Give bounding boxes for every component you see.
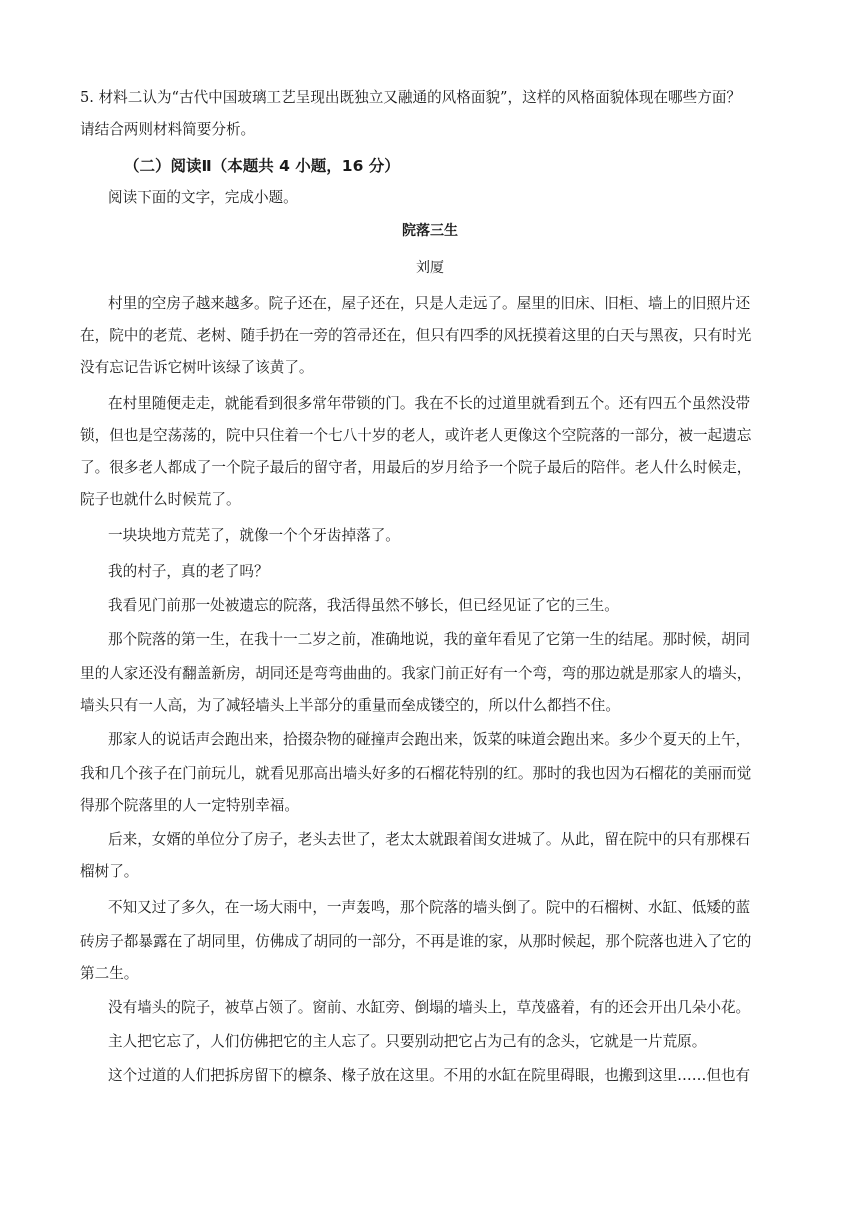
article-line: 得那个院落里的人一定特别幸福。 xyxy=(80,797,299,814)
article-line: 在，院中的老荒、老树、随手扔在一旁的笤帚还在，但只有四季的风抚摸着这里的白天与黑夜，只有时光 xyxy=(80,327,752,344)
article-line: 我的村子，真的老了吗？ xyxy=(108,563,269,580)
article-line: 没有墙头的院子，被草占领了。窗前、水缸旁、倒塌的墙头上，草茂盛着，有的还会开出几朵小花。 xyxy=(108,999,751,1016)
article-line: 后来，女婿的单位分了房子，老头去世了，老太太就跟着闺女进城了。从此，留在院中的只有那棵石 xyxy=(108,831,751,848)
article-line: 我和几个孩子在门前玩儿，就看见那高出墙头好多的石榴花特别的红。那时的我也因为石榴花的美丽而觉 xyxy=(80,765,752,782)
article-line: 了。很多老人都成了一个院子最后的留守者，用最后的岁月给予一个院子最后的陪伴。老人什么时候走， xyxy=(80,459,752,476)
article-line: 不知又过了多久，在一场大雨中，一声轰鸣，那个院落的墙头倒了。院中的石榴树、水缸、低矮的蓝 xyxy=(108,899,751,916)
article-author: 刘厦 xyxy=(416,260,444,276)
article-line: 一块块地方荒芜了，就像一个个牙齿掉落了。 xyxy=(108,527,400,544)
article-line: 村里的空房子越来越多。院子还在，屋子还在，只是人走远了。屋里的旧床、旧柜、墙上的旧照片还 xyxy=(108,295,751,312)
article-title: 院落三生 xyxy=(402,223,458,239)
article-line: 院子也就什么时候荒了。 xyxy=(80,491,241,508)
article-line: 那个院落的第一生，在我十一二岁之前，准确地说，我的童年看见了它第一生的结尾。那时候，胡同 xyxy=(108,631,751,648)
question-line-1: 5. 材料二认为“古代中国玻璃工艺呈现出既独立又融通的风格面貌”，这样的风格面貌体现在哪些方面？ xyxy=(80,89,742,106)
article-line: 里的人家还没有翻盖新房，胡同还是弯弯曲曲的。我家门前正好有一个弯，弯的那边就是那家人的墙头， xyxy=(80,665,752,682)
article-line: 第二生。 xyxy=(80,965,139,982)
article-line: 墙头只有一人高，为了减轻墙头上半部分的重量而垒成镂空的，所以什么都挡不住。 xyxy=(80,697,620,714)
article-line: 那家人的说话声会跑出来，拾掇杂物的碰撞声会跑出来，饭菜的味道会跑出来。多少个夏天的上午， xyxy=(108,731,751,748)
article-line: 锁，但也是空荡荡的，院中只住着一个七八十岁的老人，或许老人更像这个空院落的一部分，被一起遗忘 xyxy=(80,427,752,444)
article-line: 砖房子都暴露在了胡同里，仿佛成了胡同的一部分，不再是谁的家，从那时候起，那个院落也进入了它的 xyxy=(80,933,752,950)
article-line: 这个过道的人们把拆房留下的檩条、椽子放在这里。不用的水缸在院里碍眼，也搬到这里……但也有 xyxy=(108,1067,751,1084)
section-heading: （二）阅读Ⅱ（本题共 4 小题，16 分） xyxy=(124,157,400,175)
article-line: 在村里随便走走，就能看到很多常年带锁的门。我在不长的过道里就看到五个。还有四五个虽然没带 xyxy=(108,395,751,412)
article-line: 主人把它忘了，人们仿佛把它的主人忘了。只要别动把它占为己有的念头，它就是一片荒原。 xyxy=(108,1033,707,1050)
article-line: 榴树了。 xyxy=(80,863,139,880)
article-line: 没有忘记告诉它树叶该绿了该黄了。 xyxy=(80,359,314,376)
question-line-2: 请结合两则材料简要分析。 xyxy=(80,121,256,138)
article-line: 我看见门前那一处被遗忘的院落，我活得虽然不够长，但已经见证了它的三生。 xyxy=(108,597,619,614)
instruction-text: 阅读下面的文字，完成小题。 xyxy=(108,189,298,206)
